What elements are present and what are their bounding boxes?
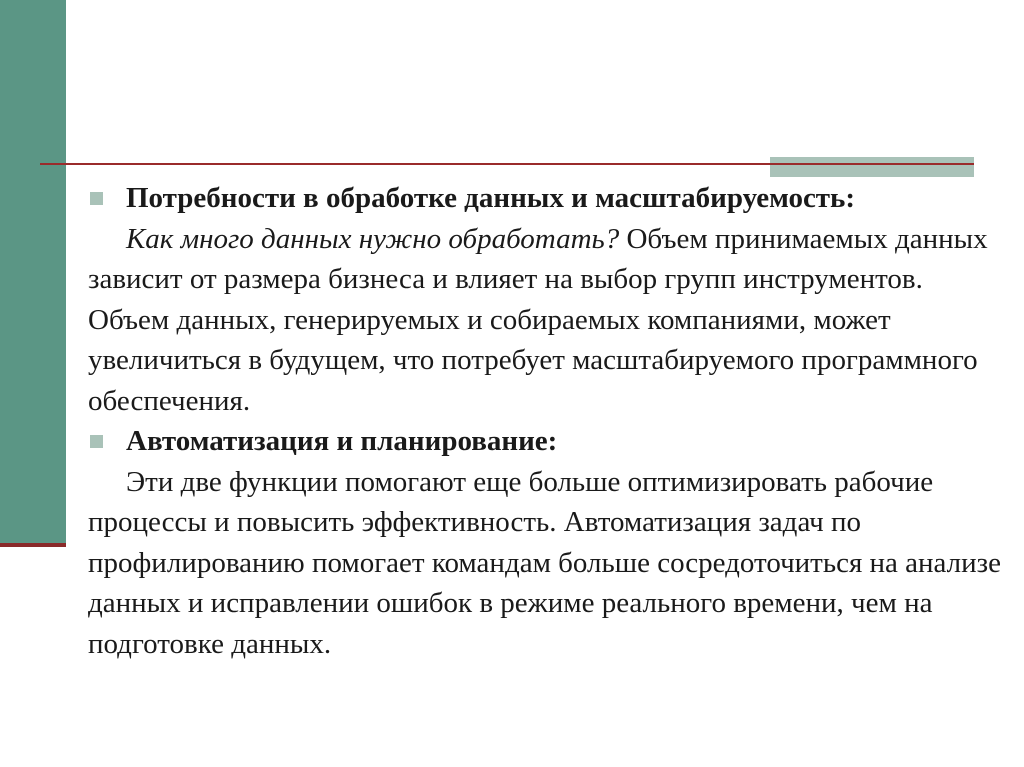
left-accent-bar <box>0 0 66 545</box>
section-body: Объем принимаемых данных зависит от размера бизнеса и влияет на выбор групп инструментов. Объем данных, генерируемых и собираемых компаниями, может увеличиться в будущем, что потребует масштабируемого программного обеспечения. <box>88 222 988 417</box>
section-body: Эти две функции помогают еще больше оптимизировать рабочие процессы и повысить эффективность. Автоматизация задач по профилированию помогает командам больше сосредоточиться на анализе данных и исправлении ошибок в режиме реального времени, чем на подготовке данных. <box>88 465 1002 660</box>
square-bullet-icon <box>90 192 103 205</box>
square-bullet-icon <box>90 435 103 448</box>
section-question: Как много данных нужно обработать? <box>126 222 620 255</box>
left-accent-bar-underline <box>0 543 66 547</box>
section-data-processing <box>88 178 1008 421</box>
section-heading: Потребности в обработке данных и масштабируемость: <box>126 182 856 214</box>
divider-accent-block <box>770 157 974 177</box>
section-automation <box>88 421 1008 664</box>
section-heading: Автоматизация и планирование: <box>126 425 558 457</box>
slide-content <box>88 178 1008 664</box>
